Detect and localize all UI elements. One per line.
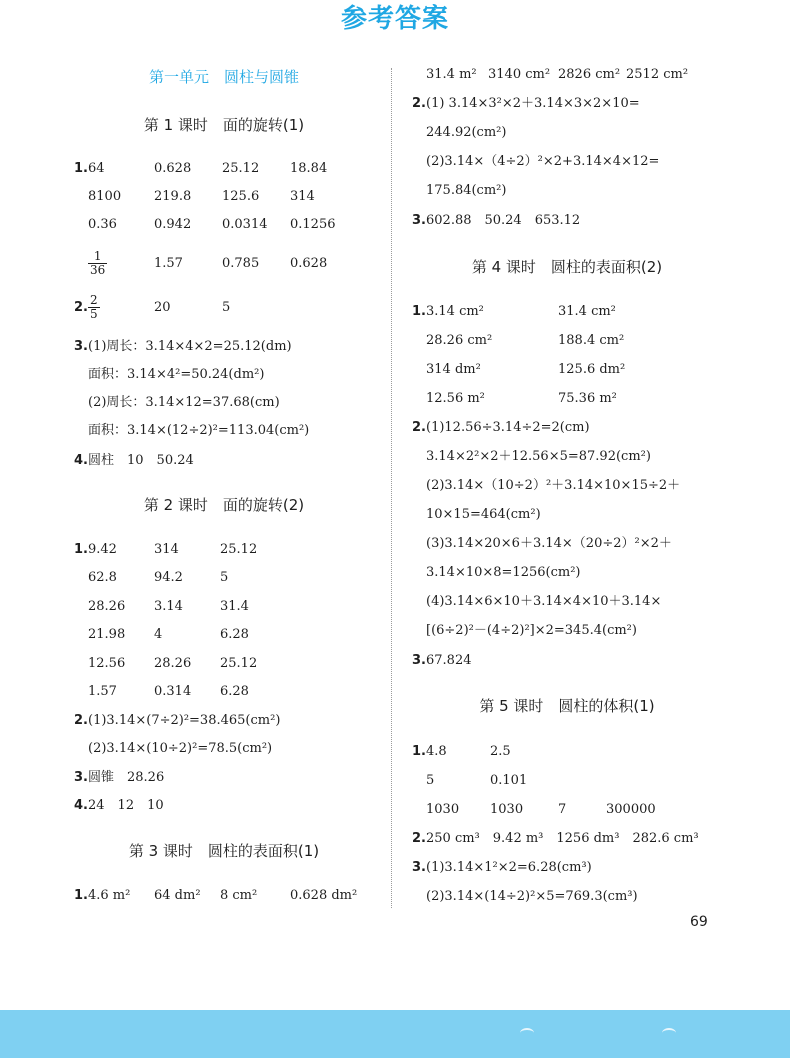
- answer-line: (2)3.14×（4÷2）²×2+3.14×4×12=: [426, 154, 660, 169]
- answer-cell: 28.26 cm²: [426, 333, 493, 348]
- answer-cell: 188.4 cm²: [558, 333, 625, 348]
- answer-cell: 219.8: [154, 189, 192, 204]
- fraction: [88, 246, 107, 282]
- l4-q3-number: 3.: [412, 653, 426, 668]
- answer-line: (2)3.14×(10÷2)²=78.5(cm²): [88, 741, 273, 756]
- unit-title: 第一单元 圆柱与圆锥: [148, 68, 299, 86]
- answer-cell: 125.6 dm²: [558, 362, 626, 377]
- answer-cell: 0.942: [154, 217, 192, 232]
- answer-cell: 8 cm²: [220, 888, 258, 903]
- footer-band: [0, 1010, 790, 1058]
- answer-line: 250 cm³ 9.42 m³ 1256 dm³ 282.6 cm³: [426, 831, 699, 846]
- l1-q3-number: 3.: [74, 339, 88, 354]
- answer-line: (2)3.14×(14÷2)²×5=769.3(cm³): [426, 889, 638, 904]
- answer-cell: 18.84: [290, 161, 328, 176]
- l2-q4-number: 4.: [74, 798, 88, 813]
- answer-line: 24 12 10: [88, 798, 164, 813]
- answer-cell: 8100: [88, 189, 122, 204]
- fraction: [88, 290, 100, 326]
- l5-q1-number: 1.: [412, 744, 426, 759]
- l1-q4-number: 4.: [74, 453, 88, 468]
- answer-line: 175.84(cm²): [426, 183, 507, 198]
- answer-cell: 3140 cm²: [488, 67, 551, 82]
- answer-line: (1)12.56÷3.14÷2=2(cm): [426, 420, 590, 435]
- answer-cell: 20: [154, 300, 171, 315]
- answer-cell: 6.28: [220, 627, 249, 642]
- answer-cell: 314: [154, 542, 179, 557]
- answer-cell: 12.56 m²: [426, 391, 485, 406]
- answer-cell: 1030: [490, 802, 524, 817]
- l3-q3-number: 3.: [412, 213, 426, 228]
- l1-q2-number: 2.: [74, 300, 88, 315]
- answer-cell: 314: [290, 189, 315, 204]
- answer-line: (2)周长：3.14×12=37.68(cm): [88, 395, 280, 410]
- answer-cell: 2826 cm²: [558, 67, 621, 82]
- answer-cell: 5: [222, 300, 231, 315]
- column-divider: [391, 68, 392, 908]
- answer-cell: 2512 cm²: [626, 67, 689, 82]
- answer-cell: 7: [558, 802, 567, 817]
- answer-cell: 31.4: [220, 599, 249, 614]
- answer-line: 面积：3.14×4²=50.24(dm²): [88, 367, 265, 382]
- answer-line: 3.14×10×8=1256(cm²): [426, 565, 581, 580]
- wave-decoration-icon: [662, 1028, 676, 1038]
- answer-cell: 0.628 dm²: [290, 888, 358, 903]
- answer-cell: 4: [154, 627, 163, 642]
- l2-q2-number: 2.: [74, 713, 88, 728]
- answer-cell: 9.42: [88, 542, 117, 557]
- page-title: 参考答案: [340, 4, 449, 34]
- answer-cell: 0.785: [222, 256, 260, 271]
- l5-q3-number: 3.: [412, 860, 426, 875]
- answer-cell: 5: [220, 570, 229, 585]
- answer-cell: 314 dm²: [426, 362, 481, 377]
- answer-cell: 1.57: [154, 256, 183, 271]
- lesson-1-title: 第 1 课时 面的旋转(1): [143, 116, 305, 134]
- answer-cell: 3.14: [154, 599, 183, 614]
- l1-q1-number: 1.: [74, 161, 88, 176]
- fraction-denominator: 5: [90, 307, 98, 321]
- fraction-numerator: 1: [88, 250, 107, 264]
- answer-line: 10×15=464(cm²): [426, 507, 541, 522]
- answer-cell: 0.1256: [290, 217, 336, 232]
- lesson-5-title: 第 5 课时 圆柱的体积(1): [479, 697, 655, 715]
- lesson-2-title: 第 2 课时 面的旋转(2): [143, 496, 305, 514]
- answer-cell: 1030: [426, 802, 460, 817]
- answer-line: 244.92(cm²): [426, 125, 507, 140]
- answer-cell: 31.4 m²: [426, 67, 477, 82]
- answer-cell: 64: [88, 161, 105, 176]
- answer-line: (1)周长：3.14×4×2=25.12(dm): [88, 339, 292, 354]
- answer-cell: 3.14 cm²: [426, 304, 484, 319]
- answer-cell: 0.0314: [222, 217, 268, 232]
- answer-cell: 62.8: [88, 570, 117, 585]
- answer-cell: 4.6 m²: [88, 888, 131, 903]
- answer-cell: 28.26: [88, 599, 126, 614]
- answer-cell: 28.26: [154, 656, 192, 671]
- answer-line: 3.14×2²×2＋12.56×5=87.92(cm²): [426, 449, 651, 464]
- l3-q1-number: 1.: [74, 888, 88, 903]
- answer-line: (2)3.14×（10÷2）²＋3.14×10×15÷2＋: [426, 478, 681, 493]
- answer-line: (1)3.14×1²×2=6.28(cm³): [426, 860, 592, 875]
- answer-cell: 21.98: [88, 627, 126, 642]
- page-number: 69: [690, 914, 708, 930]
- answer-cell: 0.101: [490, 773, 528, 788]
- answer-cell: 125.6: [222, 189, 260, 204]
- answer-line: 67.824: [426, 653, 472, 668]
- l4-q1-number: 1.: [412, 304, 426, 319]
- answer-line: 圆锥 28.26: [88, 770, 165, 785]
- answer-line: (4)3.14×6×10＋3.14×4×10＋3.14×: [426, 594, 662, 609]
- answer-cell: 5: [426, 773, 435, 788]
- answer-cell: 4.8: [426, 744, 447, 759]
- answer-line: 602.88 50.24 653.12: [426, 213, 581, 228]
- fraction-denominator: 36: [90, 263, 106, 277]
- l2-q1-number: 1.: [74, 542, 88, 557]
- l4-q2-number: 2.: [412, 420, 426, 435]
- answer-line: 面积：3.14×(12÷2)²=113.04(cm²): [88, 423, 310, 438]
- answer-cell: 94.2: [154, 570, 183, 585]
- answer-line: 圆柱 10 50.24: [88, 453, 194, 468]
- answer-cell: 1.57: [88, 684, 117, 699]
- l2-q3-number: 3.: [74, 770, 88, 785]
- answer-cell: 300000: [606, 802, 656, 817]
- wave-decoration-icon: [520, 1028, 534, 1038]
- answer-cell: 0.314: [154, 684, 192, 699]
- answer-cell: 12.56: [88, 656, 126, 671]
- lesson-4-title: 第 4 课时 圆柱的表面积(2): [471, 258, 663, 276]
- answer-cell: 75.36 m²: [558, 391, 617, 406]
- l5-q2-number: 2.: [412, 831, 426, 846]
- answer-cell: 25.12: [220, 542, 258, 557]
- answer-line: (3)3.14×20×6＋3.14×（20÷2）²×2＋: [426, 536, 672, 551]
- answer-cell: 25.12: [222, 161, 260, 176]
- answer-line: (1)3.14×(7÷2)²=38.465(cm²): [88, 713, 281, 728]
- answer-cell: 31.4 cm²: [558, 304, 616, 319]
- answer-line: (1) 3.14×3²×2＋3.14×3×2×10=: [426, 96, 640, 111]
- answer-cell: 0.628: [290, 256, 328, 271]
- lesson-3-title: 第 3 课时 圆柱的表面积(1): [128, 842, 320, 860]
- answer-cell: 6.28: [220, 684, 249, 699]
- answer-line: [(6÷2)²－(4÷2)²]×2=345.4(cm²): [426, 623, 637, 638]
- answer-cell: 64 dm²: [154, 888, 201, 903]
- answer-cell: 0.36: [88, 217, 117, 232]
- answer-cell: 2.5: [490, 744, 511, 759]
- answer-cell: 25.12: [220, 656, 258, 671]
- fraction-numerator: 2: [90, 293, 98, 307]
- answer-cell: 0.628: [154, 161, 192, 176]
- l3-q2-number: 2.: [412, 96, 426, 111]
